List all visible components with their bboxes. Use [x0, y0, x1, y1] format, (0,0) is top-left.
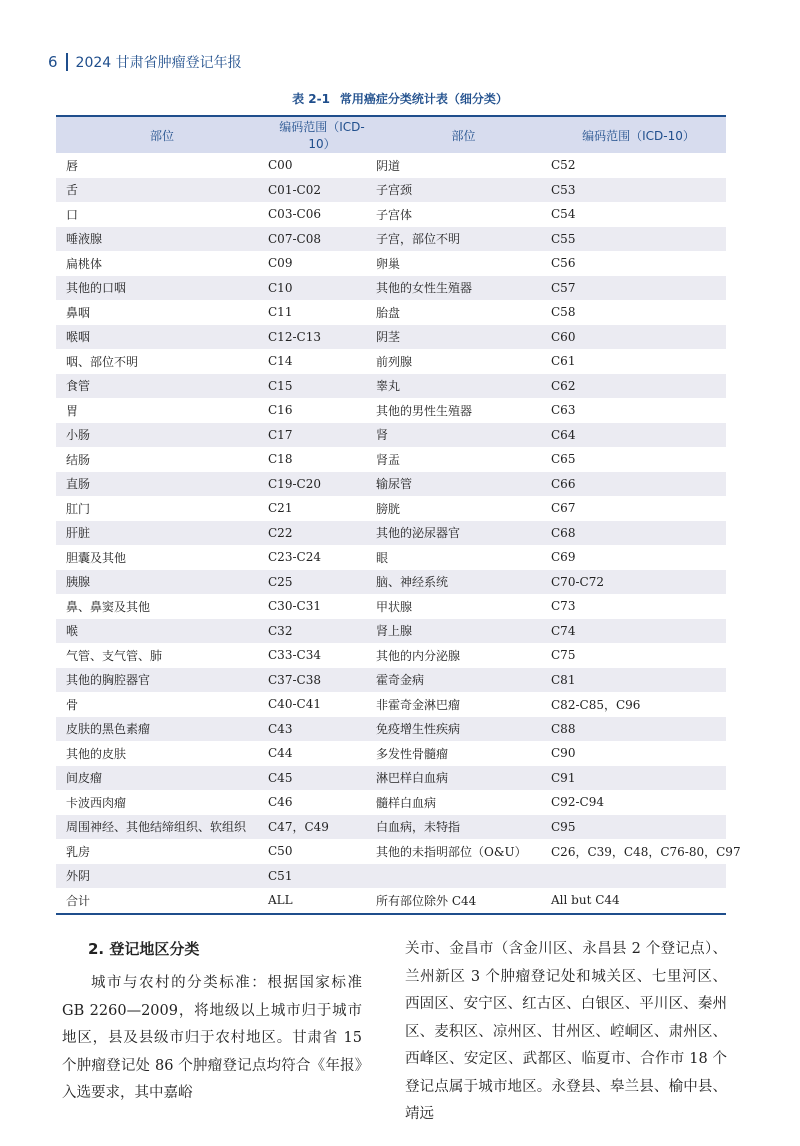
cell-icd-code: C52	[551, 158, 576, 173]
table-row	[56, 153, 726, 178]
table-row	[56, 300, 726, 325]
cell-icd-code: C70-C72	[551, 570, 726, 595]
cell-icd-code: C30-C31	[268, 599, 321, 614]
cell-site: 其他的未指明部位（O&U）	[376, 844, 527, 859]
body-paragraph-continued: 关市、金昌市（含金川区、永昌县 2 个登记点）、兰州新区 3 个肿瘤登记处和城关区、七里河区、西固区、安宁区、红古区、白银区、平川区、秦州区、麦积区、凉州区、甘州区、崆峒区、肃州区、西峰区、安定区、武都区、临夏市、合作市 18 个登记点属于城市地区。永登县、皋兰县、榆中县、靖远	[405, 941, 727, 1122]
cell-site: 乳房	[66, 844, 91, 859]
cell-icd-code: C47，C49	[268, 815, 376, 840]
page-header	[48, 50, 242, 74]
table-row	[56, 815, 726, 840]
cell-site: 气管、支气管、肺	[66, 648, 163, 663]
cell-site: 鼻咽	[66, 305, 91, 320]
cell-icd-code: C88	[551, 717, 726, 742]
cell-site: 前列腺	[376, 354, 413, 369]
cell-icd-code: C12-C13	[268, 325, 376, 350]
cell-site: 皮肤的黑色素瘤	[56, 717, 268, 742]
cell-icd-code: C46	[268, 795, 293, 810]
cell-icd-code: C90	[551, 746, 576, 761]
table-header-row	[56, 116, 726, 153]
table-row	[56, 741, 726, 766]
cell-site: 免疫增生性疾病	[376, 717, 551, 742]
cell-icd-code: C69	[551, 550, 576, 565]
body-paragraph: 城市与农村的分类标准：根据国家标准 GB 2260—2009，将地级以上城市归于城市地区，县及县级市归于农村地区。甘肃省 15 个肿瘤登记处 86 个肿瘤登记点均符合《年报》入选要求，其中嘉峪	[62, 975, 362, 1101]
cell-icd-code: C45	[268, 766, 376, 791]
cell-icd-code: C57	[551, 276, 726, 301]
cell-icd-code: C66	[551, 472, 726, 497]
table-row	[56, 325, 726, 350]
cell-site: 合计	[66, 893, 91, 908]
table-row	[56, 790, 726, 815]
cell-site: 肾上腺	[376, 619, 551, 644]
table-row	[56, 619, 726, 644]
cell-site: 胎盘	[376, 305, 401, 320]
cell-icd-code: C82-C85，C96	[551, 697, 641, 712]
table-row	[56, 545, 726, 570]
cell-site: 非霍奇金淋巴瘤	[376, 697, 461, 712]
cell-site: 间皮瘤	[56, 766, 268, 791]
table-row	[56, 398, 726, 423]
cell-site: 卵巢	[376, 256, 401, 271]
cell-site: 髓样白血病	[376, 795, 437, 810]
table-row	[56, 668, 726, 693]
cell-icd-code: C58	[551, 305, 576, 320]
cell-icd-code: C95	[551, 815, 726, 840]
cell-icd-code: C67	[551, 501, 576, 516]
table-row	[56, 202, 726, 227]
cell-site: 唾液腺	[56, 227, 268, 252]
cell-site: 其他的内分泌腺	[376, 648, 461, 663]
table-row	[56, 839, 726, 864]
cell-site: 其他的口咽	[56, 276, 268, 301]
cell-icd-code: C50	[268, 844, 293, 859]
cell-icd-code: C37-C38	[268, 668, 376, 693]
cell-icd-code: C65	[551, 452, 576, 467]
cell-site: 外阴	[56, 864, 268, 889]
cell-site: 眼	[376, 550, 389, 565]
cell-site: 唇	[66, 158, 79, 173]
cell-icd-code: C92-C94	[551, 795, 604, 810]
cell-site: 喉	[56, 619, 268, 644]
cell-site: 睾丸	[376, 374, 551, 399]
section-title: 2. 登记地区分类	[88, 940, 200, 958]
cell-site: 子宫体	[376, 207, 413, 222]
cell-site: 子宫颈	[376, 178, 551, 203]
cell-icd-code: C61	[551, 354, 576, 369]
cell-icd-code: ALL	[268, 893, 293, 908]
cell-icd-code: C68	[551, 521, 726, 546]
cell-site: 小肠	[56, 423, 268, 448]
cell-icd-code: C21	[268, 501, 293, 516]
table-row	[56, 496, 726, 521]
cell-site: 胰腺	[56, 570, 268, 595]
cell-site	[376, 864, 551, 889]
cell-icd-code: C51	[268, 864, 376, 889]
cell-icd-code: C14	[268, 354, 293, 369]
cell-icd-code: C18	[268, 452, 293, 467]
cell-site: 阴道	[376, 158, 401, 173]
table-row	[56, 227, 726, 252]
cell-site: 胃	[66, 403, 79, 418]
cell-site: 咽、部位不明	[66, 354, 139, 369]
cell-site: 阴茎	[376, 325, 551, 350]
cell-icd-code: C55	[551, 227, 726, 252]
cell-site: 输尿管	[376, 472, 551, 497]
cell-icd-code: C22	[268, 521, 376, 546]
cell-icd-code: C60	[551, 325, 726, 350]
cell-icd-code: C44	[268, 746, 293, 761]
cell-icd-code: C16	[268, 403, 293, 418]
cell-icd-code: C25	[268, 570, 376, 595]
cell-icd-code: C26，C39，C48，C76-80，C97	[551, 844, 741, 859]
cell-icd-code: C64	[551, 423, 726, 448]
cell-icd-code: C74	[551, 619, 726, 644]
cell-icd-code: C03-C06	[268, 207, 321, 222]
table-caption	[0, 90, 800, 107]
table-row	[56, 276, 726, 301]
column-header-icd-range: 编码范围（ICD-10）	[268, 116, 376, 153]
table-row	[56, 374, 726, 399]
cell-site: 脑、神经系统	[376, 570, 551, 595]
cell-site: 膀胱	[376, 501, 401, 516]
cell-site: 子宫，部位不明	[376, 227, 551, 252]
cell-icd-code: C53	[551, 178, 726, 203]
cell-site: 其他的男性生殖器	[376, 403, 473, 418]
cell-site: 骨	[66, 697, 79, 712]
cell-site: 其他的泌尿器官	[376, 521, 551, 546]
page-number: 6	[48, 53, 58, 71]
cell-icd-code: C43	[268, 717, 376, 742]
cell-site: 肛门	[66, 501, 91, 516]
cell-site: 肝脏	[56, 521, 268, 546]
table-row	[56, 251, 726, 276]
header-divider	[66, 53, 68, 71]
cell-site: 其他的胸腔器官	[56, 668, 268, 693]
cell-site: 周围神经、其他结缔组织、软组织	[56, 815, 268, 840]
table-row	[56, 766, 726, 791]
cell-icd-code: C00	[268, 158, 293, 173]
table-row	[56, 717, 726, 742]
cell-icd-code: C62	[551, 374, 726, 399]
cell-site: 白血病，未特指	[376, 815, 551, 840]
cell-icd-code: C63	[551, 403, 576, 418]
table-row	[56, 594, 726, 619]
cell-site: 直肠	[56, 472, 268, 497]
cell-site: 其他的女性生殖器	[376, 276, 551, 301]
cell-site: 舌	[56, 178, 268, 203]
table-row	[56, 472, 726, 497]
table-row	[56, 178, 726, 203]
cell-site: 胆囊及其他	[66, 550, 127, 565]
cell-icd-code: C17	[268, 423, 376, 448]
cell-site: 所有部位除外 C44	[376, 893, 477, 908]
table-row	[56, 423, 726, 448]
table-row	[56, 521, 726, 546]
cell-site: 肾	[376, 423, 551, 448]
table-row	[56, 643, 726, 668]
column-header-site: 部位	[376, 116, 551, 153]
text-column-left	[62, 936, 362, 1108]
cell-site: 其他的皮肤	[66, 746, 127, 761]
cell-icd-code: C09	[268, 256, 293, 271]
cell-icd-code: C33-C34	[268, 648, 321, 663]
table-body	[56, 153, 741, 914]
cell-icd-code: All but C44	[551, 893, 620, 908]
cell-icd-code: C91	[551, 766, 726, 791]
cell-icd-code: C73	[551, 599, 576, 614]
cell-icd-code: C15	[268, 374, 376, 399]
cell-site: 多发性骨髓瘤	[376, 746, 449, 761]
cell-icd-code: C81	[551, 668, 726, 693]
cell-site: 霍奇金病	[376, 668, 551, 693]
cell-icd-code: C75	[551, 648, 576, 663]
cell-site: 肾盂	[376, 452, 401, 467]
cell-icd-code: C54	[551, 207, 576, 222]
table-caption-title: 常用癌症分类统计表（细分类）	[339, 92, 508, 106]
text-column-right	[405, 936, 727, 1129]
cell-site: 扁桃体	[66, 256, 103, 271]
cell-site: 卡波西肉瘤	[66, 795, 127, 810]
table-row	[56, 349, 726, 374]
cell-icd-code	[551, 864, 726, 889]
header-title: 2024 甘肃省肿瘤登记年报	[75, 55, 242, 71]
cell-site: 喉咽	[56, 325, 268, 350]
cell-site: 结肠	[66, 452, 91, 467]
cell-site: 鼻、鼻窦及其他	[66, 599, 151, 614]
cell-icd-code: C10	[268, 276, 376, 301]
cell-icd-code: C11	[268, 305, 293, 320]
table-row	[56, 888, 726, 914]
cell-icd-code: C23-C24	[268, 550, 321, 565]
cell-site: 甲状腺	[376, 599, 413, 614]
column-header-icd-range: 编码范围（ICD-10）	[551, 116, 726, 153]
cell-icd-code: C07-C08	[268, 227, 376, 252]
table-row	[56, 570, 726, 595]
cell-icd-code: C19-C20	[268, 472, 376, 497]
cell-icd-code: C40-C41	[268, 697, 321, 712]
cell-site: 淋巴样白血病	[376, 766, 551, 791]
cell-site: 食管	[56, 374, 268, 399]
cell-icd-code: C32	[268, 619, 376, 644]
table-row	[56, 447, 726, 472]
cell-icd-code: C56	[551, 256, 576, 271]
table-caption-label: 表 2-1	[292, 92, 330, 106]
cell-icd-code: C01-C02	[268, 178, 376, 203]
table-row	[56, 692, 726, 717]
cell-site: 口	[66, 207, 79, 222]
cancer-classification-table	[56, 115, 741, 915]
column-header-site: 部位	[56, 116, 268, 153]
table-row	[56, 864, 726, 889]
